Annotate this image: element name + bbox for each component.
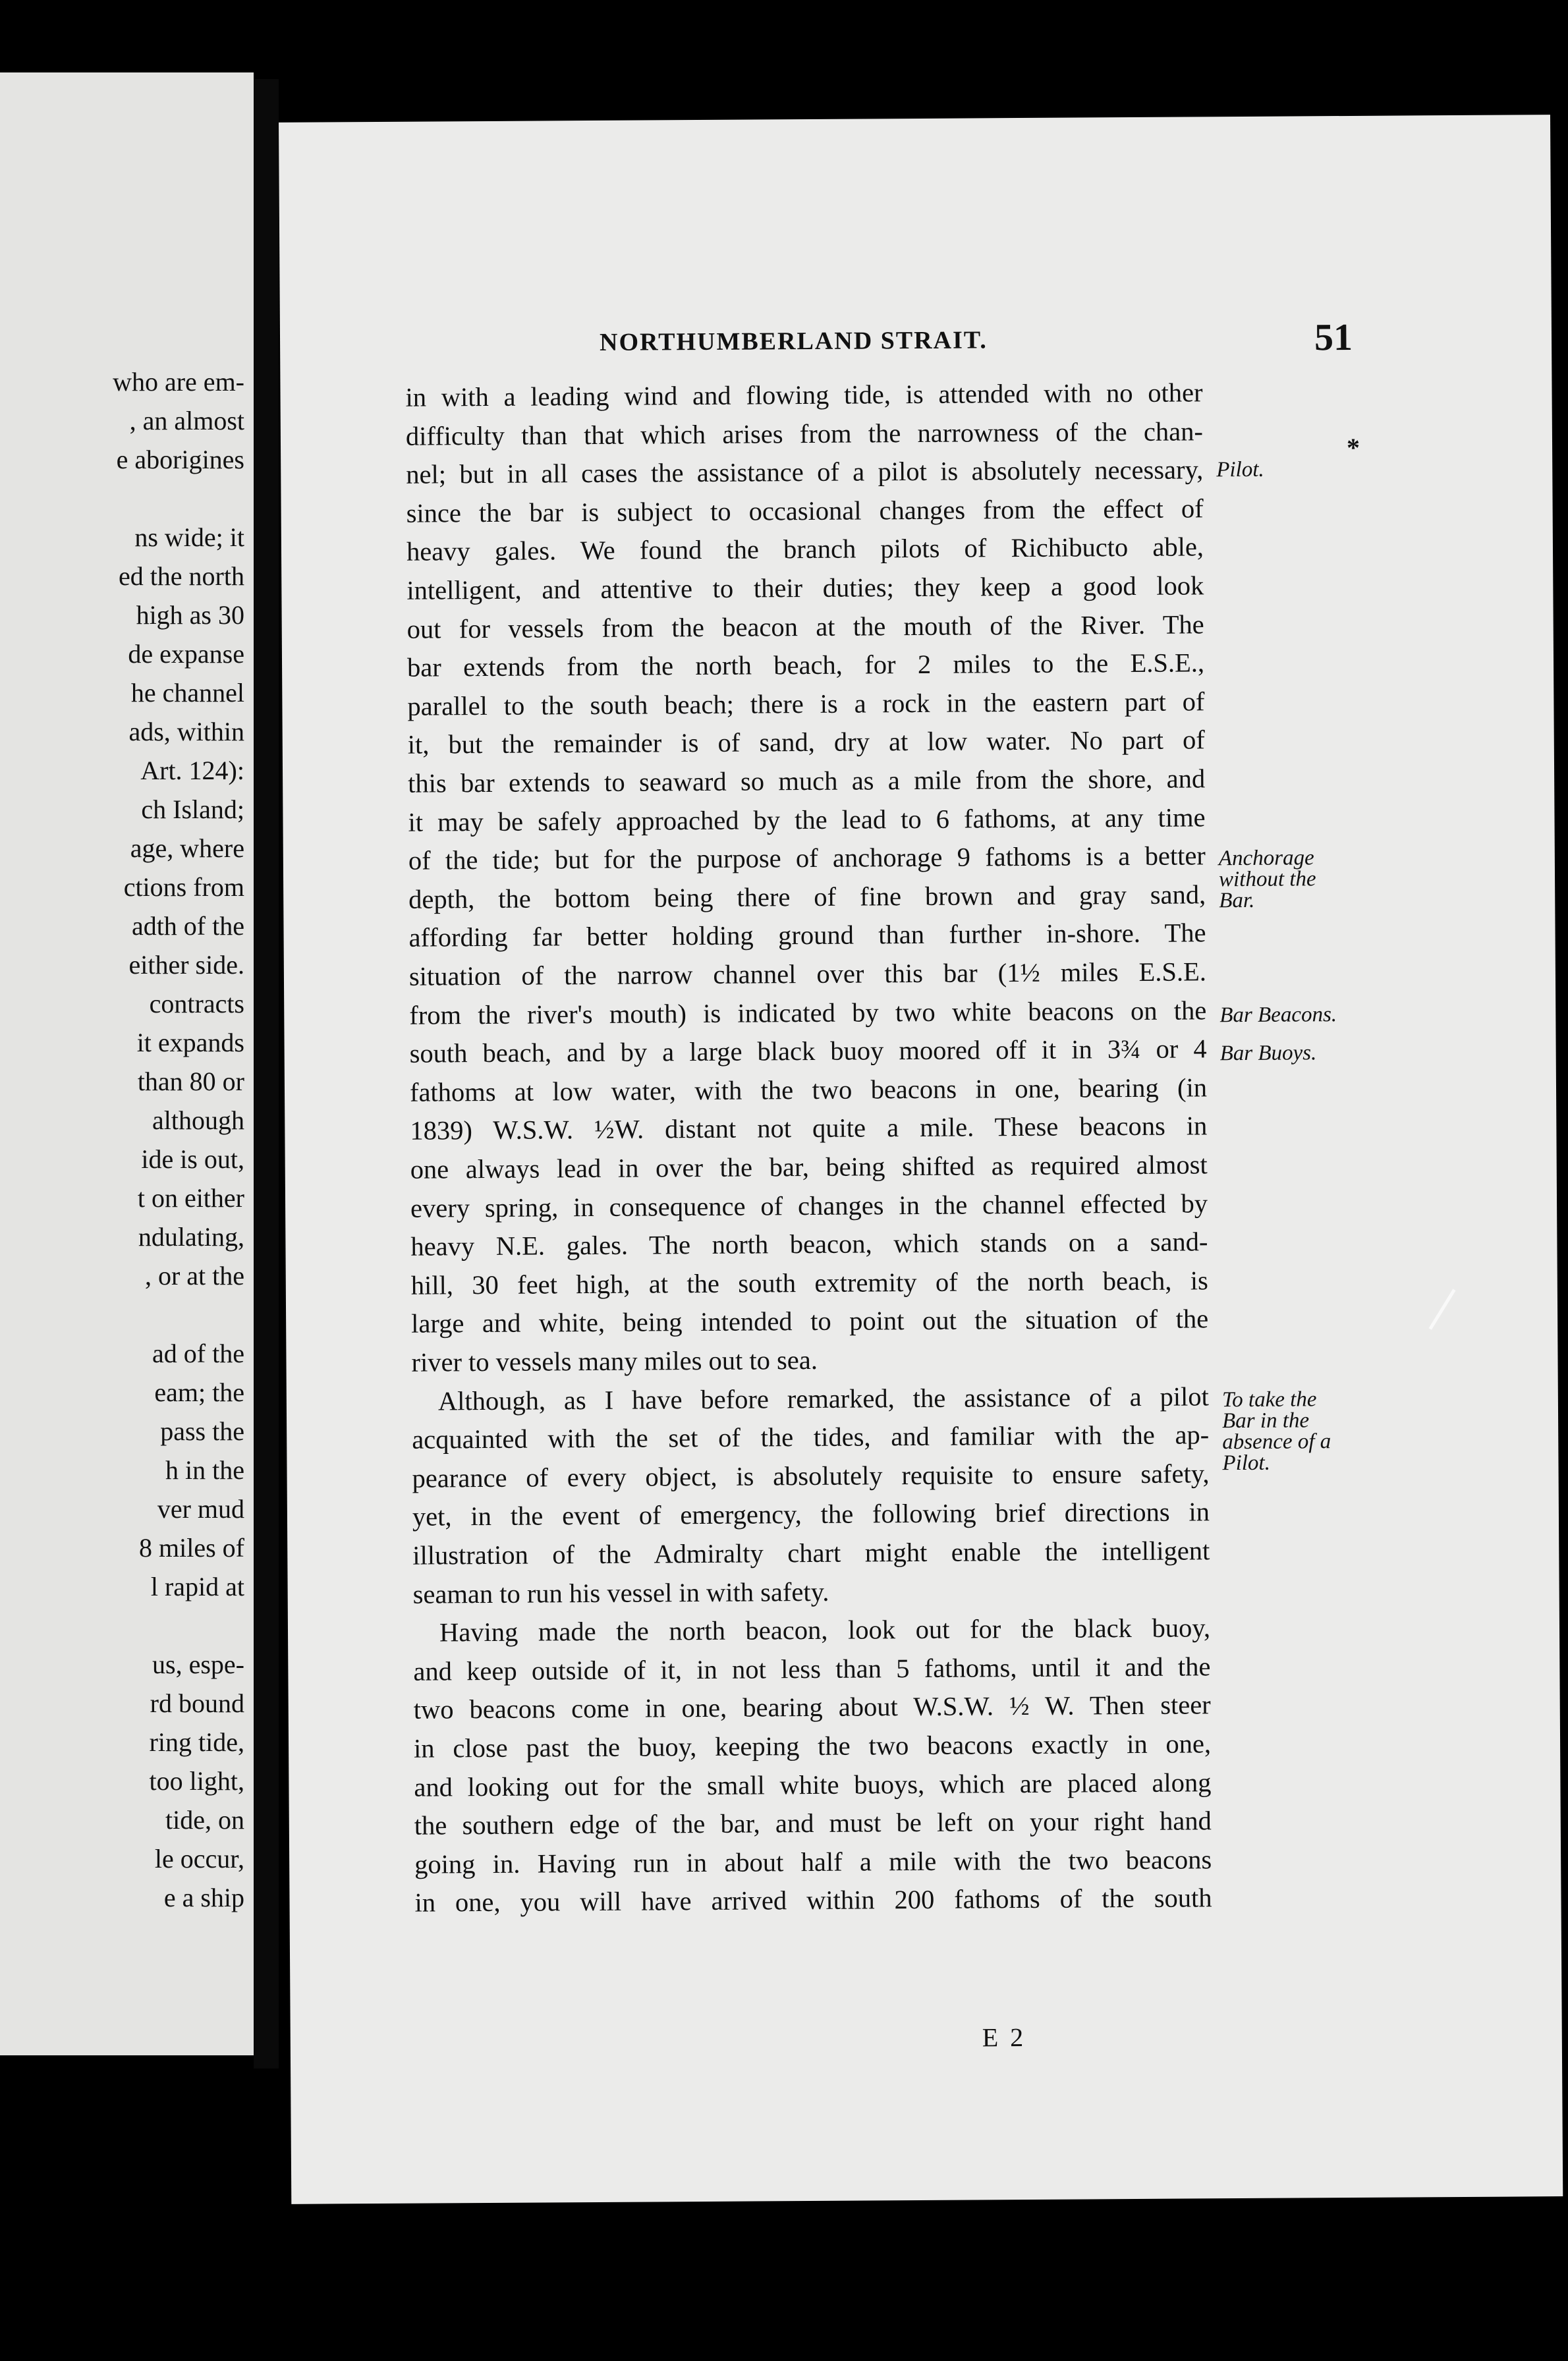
left-page-line: ide is out, xyxy=(141,1144,244,1174)
body-line: going in. Having run in about half a mile with the two beacons xyxy=(414,1845,1212,1879)
left-page-line: e aborigines xyxy=(116,445,244,474)
left-page-line: ed the north xyxy=(118,561,244,591)
left-page-line: ads, within xyxy=(128,717,244,746)
left-page-line: rd bound xyxy=(150,1688,244,1718)
left-page-line: ctions from xyxy=(123,872,244,902)
left-page-line: l rapid at xyxy=(150,1572,244,1601)
body-line: south beach, and by a large black buoy moored off it in 3¾ or 4 xyxy=(409,1034,1207,1069)
page-number: 51 xyxy=(1314,315,1353,359)
left-page-line: too light, xyxy=(149,1766,244,1796)
left-page-line: e a ship xyxy=(163,1883,244,1912)
right-page xyxy=(279,115,1563,2204)
signature-mark: E 2 xyxy=(982,2022,1026,2053)
printer-mark: * xyxy=(1346,432,1360,463)
body-line: it, but the remainder is of sand, dry at low water. No part of xyxy=(407,725,1205,760)
left-page-line: ver mud xyxy=(157,1494,244,1524)
body-line: and looking out for the small white buoys, which are placed along xyxy=(414,1767,1212,1802)
left-page-line: eam; the xyxy=(154,1377,244,1407)
margin-note-bar-beacons: Bar Beacons. xyxy=(1219,1003,1337,1028)
body-line: large and white, being intended to point out the situation of the xyxy=(411,1304,1209,1339)
left-page-line: le occur, xyxy=(154,1844,244,1874)
left-page-line: either side. xyxy=(128,950,244,980)
body-line: 1839) W.S.W. ½W. distant not quite a mile. These beacons in xyxy=(410,1111,1208,1146)
body-line: heavy gales. We found the branch pilots of Richibucto able, xyxy=(406,532,1204,567)
body-line: affording far better holding ground than further in-shore. The xyxy=(408,918,1206,953)
body-line: Although, as I have before remarked, the assistance of a pilot xyxy=(437,1381,1209,1416)
body-line: hill, 30 feet high, at the south extremity of the north beach, is xyxy=(410,1265,1208,1300)
left-page-line: he channel xyxy=(130,678,244,708)
left-page-line: , or at the xyxy=(144,1261,244,1291)
body-line: Having made the north beacon, look out for the black buoy, xyxy=(439,1613,1211,1648)
left-page-line: ns wide; it xyxy=(134,522,244,552)
left-page-line: although xyxy=(152,1105,244,1135)
body-line: acquainted with the set of the tides, and familiar with the ap- xyxy=(412,1420,1210,1455)
left-page-line: 8 miles of xyxy=(139,1533,244,1563)
left-page-line: high as 30 xyxy=(136,600,244,630)
body-line: yet, in the event of emergency, the following brief directions in xyxy=(412,1497,1210,1532)
body-line: difficulty than that which arises from the narrowness of the chan- xyxy=(405,416,1204,451)
body-line: situation of the narrow channel over this bar (1½ miles E.S.E. xyxy=(408,957,1207,991)
left-page-line: contracts xyxy=(149,989,244,1018)
left-page-line: than 80 or xyxy=(137,1067,244,1096)
margin-note-anchorage: without the xyxy=(1218,867,1316,892)
left-page-line: , an almost xyxy=(129,406,244,435)
left-page-line: adth of the xyxy=(131,911,244,941)
margin-note-pilot: Pilot. xyxy=(1216,457,1264,482)
body-line: one always lead in over the bar, being shifted as required almost xyxy=(410,1150,1208,1184)
body-line: intelligent, and attentive to their duties; they keep a good look xyxy=(406,570,1204,605)
body-line: from the river's mouth) is indicated by two white beacons on the xyxy=(409,995,1207,1030)
body-line: this bar extends to seaward so much as a mile from the shore, and xyxy=(408,764,1206,798)
left-page-line: de expanse xyxy=(128,639,244,669)
margin-note-take-bar: Pilot. xyxy=(1222,1451,1271,1476)
left-page-line: ch Island; xyxy=(141,794,244,824)
body-line: heavy N.E. gales. The north beacon, which stands on a sand- xyxy=(410,1227,1208,1262)
body-line: illustration of the Admiralty chart might enable the intelligent xyxy=(412,1536,1210,1570)
body-line: parallel to the south beach; there is a rock in the eastern part of xyxy=(407,686,1205,721)
book-spine xyxy=(254,79,279,2069)
left-page-line: age, where xyxy=(130,833,244,863)
body-line: river to vessels many miles out to sea. xyxy=(411,1345,818,1377)
body-line: every spring, in consequence of changes in the channel effected by xyxy=(410,1188,1208,1223)
body-line: since the bar is subject to occasional changes from the effect of xyxy=(406,493,1204,528)
body-line: out for vessels from the beacon at the mouth of the River. The xyxy=(406,609,1204,644)
body-line: two beacons come in one, bearing about W.S.W. ½ W. Then steer xyxy=(413,1690,1211,1725)
margin-note-take-bar: Bar in the xyxy=(1221,1408,1310,1433)
left-page-line: ad of the xyxy=(152,1339,244,1368)
margin-note-bar-buoys: Bar Buoys. xyxy=(1219,1041,1317,1066)
left-page-line: ring tide, xyxy=(149,1727,244,1757)
margin-note-take-bar: absence of a xyxy=(1222,1430,1331,1455)
left-page-line: ndulating, xyxy=(138,1222,244,1252)
left-page-line: pass the xyxy=(160,1416,244,1446)
body-line: of the tide; but for the purpose of anchorage 9 fathoms is a better xyxy=(408,841,1206,875)
body-line: in with a leading wind and flowing tide, is attended with no other xyxy=(405,377,1203,412)
running-header: NORTHUMBERLAND STRAIT. xyxy=(599,326,988,356)
margin-note-take-bar: To take the xyxy=(1221,1387,1317,1412)
left-page-line: who are em- xyxy=(113,367,244,397)
body-line: bar extends from the north beach, for 2 miles to the E.S.E., xyxy=(406,648,1205,682)
left-page-line: it expands xyxy=(136,1028,244,1057)
body-line: seaman to run his vessel in with safety. xyxy=(412,1576,829,1609)
margin-note-anchorage: Bar. xyxy=(1219,888,1255,913)
body-line: pearance of every object, is absolutely requisite to ensure safety, xyxy=(412,1458,1210,1493)
left-page xyxy=(0,72,254,2055)
body-line: fathoms at low water, with the two beacons in one, bearing (in xyxy=(409,1072,1208,1107)
body-line: nel; but in all cases the assistance of a pilot is absolutely necessary, xyxy=(406,455,1204,489)
left-page-line: us, espe- xyxy=(152,1650,244,1679)
left-page-line: t on either xyxy=(137,1183,244,1213)
body-line: in close past the buoy, keeping the two beacons exactly in one, xyxy=(413,1729,1212,1764)
body-line: and keep outside of it, in not less than 5 fathoms, until it and the xyxy=(413,1652,1211,1686)
body-line: depth, the bottom being there of fine brown and gray sand, xyxy=(408,879,1206,914)
body-line: it may be safely approached by the lead to 6 fathoms, at any time xyxy=(408,802,1206,837)
left-page-line: Art. 124): xyxy=(140,756,244,785)
body-line: in one, you will have arrived within 200 fathoms of the south xyxy=(414,1883,1212,1918)
body-line: the southern edge of the bar, and must be left on your right hand xyxy=(414,1806,1212,1841)
paper-crease xyxy=(1429,1289,1456,1330)
left-page-line: tide, on xyxy=(165,1805,244,1835)
margin-note-anchorage: Anchorage xyxy=(1218,846,1314,871)
left-page-line: h in the xyxy=(165,1455,244,1485)
